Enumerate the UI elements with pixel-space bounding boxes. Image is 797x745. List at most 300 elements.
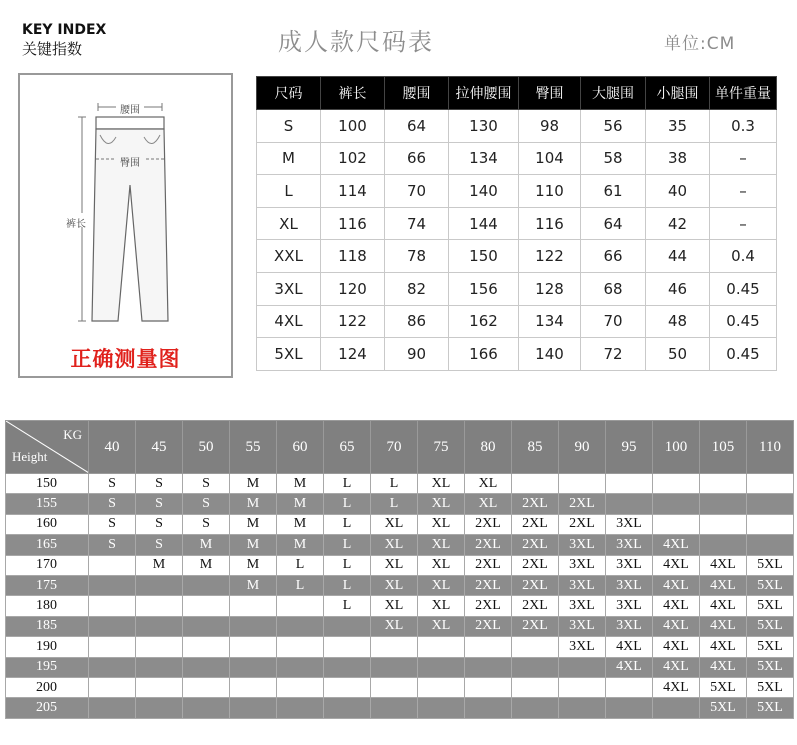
- size-recommendation-cell: 2XL: [512, 494, 559, 514]
- table-row: [257, 272, 777, 305]
- size-recommendation-cell: [371, 677, 418, 697]
- size-recommendation-cell: M: [230, 555, 277, 575]
- size-recommendation-cell: M: [230, 474, 277, 494]
- measurement-cell: 0.45: [710, 272, 777, 305]
- measurement-cell: 82: [385, 272, 449, 305]
- length-label: 裤长: [66, 219, 86, 230]
- size-recommendation-cell: 2XL: [465, 535, 512, 555]
- height-cell: 150: [6, 474, 89, 494]
- size-recommendation-cell: XL: [418, 535, 465, 555]
- weight-header-cell: 90: [559, 421, 606, 474]
- measurement-cell: 162: [449, 305, 519, 338]
- size-recommendation-cell: 5XL: [747, 575, 794, 595]
- size-recommendation-cell: [418, 698, 465, 718]
- size-recommendation-cell: [183, 677, 230, 697]
- table-row: [257, 338, 777, 371]
- hip-label: 臀围: [120, 158, 140, 169]
- table-row: [6, 637, 794, 657]
- measurement-cell: 50: [646, 338, 710, 371]
- size-recommendation-cell: 5XL: [747, 657, 794, 677]
- height-cell: 190: [6, 637, 89, 657]
- measurement-cell: 116: [321, 207, 385, 240]
- weight-height-body: [6, 474, 794, 719]
- size-recommendation-cell: [324, 616, 371, 636]
- size-recommendation-cell: 2XL: [465, 514, 512, 534]
- table-row: [257, 305, 777, 338]
- size-table-header-cell: 拉伸腰围: [449, 77, 519, 110]
- size-recommendation-cell: [136, 698, 183, 718]
- size-recommendation-cell: L: [324, 555, 371, 575]
- size-recommendation-cell: [183, 657, 230, 677]
- size-recommendation-cell: 2XL: [465, 596, 512, 616]
- size-recommendation-cell: XL: [371, 575, 418, 595]
- table-corner: [6, 421, 89, 474]
- size-recommendation-cell: 2XL: [465, 616, 512, 636]
- size-recommendation-cell: 5XL: [747, 555, 794, 575]
- measurement-cell: 58: [581, 142, 646, 175]
- size-recommendation-cell: [653, 514, 700, 534]
- weight-header-cell: 75: [418, 421, 465, 474]
- size-recommendation-cell: [136, 657, 183, 677]
- measurement-cell: 70: [581, 305, 646, 338]
- size-recommendation-cell: 5XL: [747, 698, 794, 718]
- measurement-cell: 120: [321, 272, 385, 305]
- size-label-cell: L: [257, 175, 321, 208]
- measurement-cell: 118: [321, 240, 385, 273]
- size-recommendation-cell: S: [183, 474, 230, 494]
- size-recommendation-cell: [324, 677, 371, 697]
- table-row: [6, 514, 794, 534]
- measurement-cell: 114: [321, 175, 385, 208]
- measurement-cell: 35: [646, 110, 710, 143]
- measurement-cell: 44: [646, 240, 710, 273]
- table-row: [6, 494, 794, 514]
- size-recommendation-cell: [89, 616, 136, 636]
- corner-kg-label: KG: [63, 427, 82, 442]
- size-recommendation-cell: M: [136, 555, 183, 575]
- size-recommendation-cell: [606, 474, 653, 494]
- size-recommendation-cell: 3XL: [606, 596, 653, 616]
- size-recommendation-cell: S: [183, 494, 230, 514]
- size-recommendation-cell: 3XL: [559, 575, 606, 595]
- measurement-cell: 86: [385, 305, 449, 338]
- measurement-cell: 110: [519, 175, 581, 208]
- size-recommendation-cell: 5XL: [700, 698, 747, 718]
- size-recommendation-cell: 2XL: [512, 616, 559, 636]
- height-cell: 180: [6, 596, 89, 616]
- measurement-cell: 130: [449, 110, 519, 143]
- table-row: [6, 575, 794, 595]
- size-recommendation-cell: S: [89, 514, 136, 534]
- size-recommendation-cell: 5XL: [747, 637, 794, 657]
- size-recommendation-cell: [277, 637, 324, 657]
- size-recommendation-cell: [512, 657, 559, 677]
- measurement-cell: 128: [519, 272, 581, 305]
- measurement-cell: 0.45: [710, 338, 777, 371]
- size-label-cell: 3XL: [257, 272, 321, 305]
- size-recommendation-cell: [606, 698, 653, 718]
- size-recommendation-cell: 3XL: [606, 616, 653, 636]
- height-cell: 205: [6, 698, 89, 718]
- measurement-cell: 156: [449, 272, 519, 305]
- size-recommendation-cell: 2XL: [512, 575, 559, 595]
- weight-header-cell: 45: [136, 421, 183, 474]
- size-recommendation-cell: M: [183, 555, 230, 575]
- size-recommendation-cell: 2XL: [512, 535, 559, 555]
- size-recommendation-cell: [277, 698, 324, 718]
- height-cell: 175: [6, 575, 89, 595]
- size-recommendation-cell: L: [324, 596, 371, 616]
- size-recommendation-cell: XL: [371, 535, 418, 555]
- height-cell: 160: [6, 514, 89, 534]
- size-label-cell: 4XL: [257, 305, 321, 338]
- weight-header-cell: 70: [371, 421, 418, 474]
- size-recommendation-cell: 5XL: [747, 596, 794, 616]
- size-recommendation-cell: XL: [465, 494, 512, 514]
- size-recommendation-cell: 3XL: [559, 616, 606, 636]
- measurement-cell: 74: [385, 207, 449, 240]
- measurement-cell: –: [710, 175, 777, 208]
- diagram-caption: 正确测量图: [70, 347, 181, 371]
- table-row: [257, 207, 777, 240]
- size-recommendation-cell: [606, 677, 653, 697]
- size-recommendation-cell: [465, 637, 512, 657]
- size-recommendation-cell: 3XL: [606, 555, 653, 575]
- size-recommendation-cell: 2XL: [465, 555, 512, 575]
- measurement-cell: 0.4: [710, 240, 777, 273]
- size-recommendation-cell: [606, 494, 653, 514]
- size-recommendation-cell: 5XL: [747, 677, 794, 697]
- size-recommendation-cell: S: [136, 474, 183, 494]
- size-recommendation-cell: [277, 677, 324, 697]
- weight-header-cell: 80: [465, 421, 512, 474]
- size-recommendation-cell: [512, 698, 559, 718]
- measurement-cell: 42: [646, 207, 710, 240]
- size-recommendation-cell: XL: [418, 616, 465, 636]
- size-recommendation-cell: 3XL: [559, 637, 606, 657]
- size-recommendation-cell: [653, 698, 700, 718]
- table-row: [257, 175, 777, 208]
- size-recommendation-cell: 2XL: [559, 514, 606, 534]
- size-recommendation-cell: [136, 575, 183, 595]
- measurement-cell: 116: [519, 207, 581, 240]
- size-recommendation-cell: 4XL: [653, 535, 700, 555]
- size-label-cell: S: [257, 110, 321, 143]
- size-recommendation-cell: 4XL: [700, 657, 747, 677]
- pants-icon: [20, 75, 231, 376]
- size-recommendation-cell: XL: [465, 474, 512, 494]
- size-recommendation-cell: XL: [418, 555, 465, 575]
- size-recommendation-cell: [465, 657, 512, 677]
- measurement-cell: 66: [581, 240, 646, 273]
- corner-height-label: Height: [12, 449, 48, 464]
- size-recommendation-cell: XL: [418, 575, 465, 595]
- measurement-cell: 61: [581, 175, 646, 208]
- size-recommendation-cell: [512, 637, 559, 657]
- size-recommendation-cell: 2XL: [512, 596, 559, 616]
- weight-header-cell: 105: [700, 421, 747, 474]
- size-recommendation-cell: S: [89, 474, 136, 494]
- size-recommendation-cell: 4XL: [653, 596, 700, 616]
- size-recommendation-cell: 3XL: [606, 575, 653, 595]
- size-recommendation-cell: 4XL: [653, 677, 700, 697]
- size-recommendation-cell: 4XL: [700, 575, 747, 595]
- measurement-cell: 56: [581, 110, 646, 143]
- size-recommendation-cell: M: [230, 535, 277, 555]
- table-row: [6, 698, 794, 718]
- size-label-cell: M: [257, 142, 321, 175]
- size-recommendation-cell: [700, 514, 747, 534]
- size-recommendation-cell: [371, 698, 418, 718]
- table-row: [257, 240, 777, 273]
- size-recommendation-cell: S: [136, 494, 183, 514]
- measurement-cell: 64: [385, 110, 449, 143]
- size-recommendation-cell: [136, 596, 183, 616]
- size-recommendation-cell: [559, 657, 606, 677]
- size-recommendation-cell: M: [230, 514, 277, 534]
- size-recommendation-cell: L: [324, 535, 371, 555]
- weight-header-cell: 60: [277, 421, 324, 474]
- weight-header-cell: 55: [230, 421, 277, 474]
- size-recommendation-cell: [324, 657, 371, 677]
- key-index-cn-label: 关键指数: [22, 40, 83, 58]
- weight-header-row: [6, 421, 794, 474]
- height-cell: 185: [6, 616, 89, 636]
- size-recommendation-cell: 4XL: [606, 657, 653, 677]
- size-recommendation-cell: L: [371, 474, 418, 494]
- measurement-cell: 0.3: [710, 110, 777, 143]
- size-recommendation-cell: 5XL: [747, 616, 794, 636]
- size-recommendation-cell: 4XL: [700, 596, 747, 616]
- height-cell: 170: [6, 555, 89, 575]
- size-recommendation-cell: [277, 616, 324, 636]
- size-recommendation-cell: 4XL: [606, 637, 653, 657]
- size-recommendation-cell: [230, 677, 277, 697]
- size-recommendation-cell: [747, 535, 794, 555]
- size-recommendation-cell: XL: [371, 596, 418, 616]
- size-recommendation-cell: 4XL: [653, 555, 700, 575]
- size-recommendation-cell: L: [324, 494, 371, 514]
- size-recommendation-cell: [700, 494, 747, 514]
- size-recommendation-cell: 4XL: [653, 637, 700, 657]
- size-recommendation-cell: [183, 596, 230, 616]
- size-recommendation-cell: [747, 514, 794, 534]
- size-recommendation-cell: 3XL: [559, 535, 606, 555]
- size-recommendation-cell: [230, 616, 277, 636]
- size-recommendation-cell: [324, 637, 371, 657]
- size-recommendation-cell: S: [183, 514, 230, 534]
- measurement-cell: 102: [321, 142, 385, 175]
- size-recommendation-cell: 3XL: [606, 535, 653, 555]
- size-recommendation-cell: S: [136, 535, 183, 555]
- size-recommendation-cell: M: [277, 494, 324, 514]
- measurement-cell: 98: [519, 110, 581, 143]
- table-row: [6, 596, 794, 616]
- size-recommendation-cell: [418, 657, 465, 677]
- size-recommendation-cell: [747, 494, 794, 514]
- size-recommendation-cell: [700, 535, 747, 555]
- weight-header-cell: 40: [89, 421, 136, 474]
- size-recommendation-cell: [89, 698, 136, 718]
- measurement-cell: 122: [321, 305, 385, 338]
- size-recommendation-cell: 4XL: [653, 575, 700, 595]
- measurement-cell: 68: [581, 272, 646, 305]
- size-recommendation-cell: XL: [418, 474, 465, 494]
- size-recommendation-cell: L: [324, 575, 371, 595]
- size-table-body: [257, 110, 777, 371]
- size-recommendation-cell: [418, 637, 465, 657]
- table-row: [257, 110, 777, 143]
- measurement-cell: 122: [519, 240, 581, 273]
- size-recommendation-cell: [183, 616, 230, 636]
- size-table-header-cell: 大腿围: [581, 77, 646, 110]
- measurement-cell: 134: [519, 305, 581, 338]
- size-table-header-cell: 单件重量: [710, 77, 777, 110]
- size-recommendation-cell: [89, 677, 136, 697]
- table-row: [6, 535, 794, 555]
- measurement-cell: 100: [321, 110, 385, 143]
- size-recommendation-cell: M: [230, 575, 277, 595]
- key-index-label: KEY INDEX: [22, 22, 107, 38]
- size-recommendation-cell: 2XL: [512, 514, 559, 534]
- size-recommendation-cell: M: [277, 514, 324, 534]
- measurement-cell: 64: [581, 207, 646, 240]
- size-table: [256, 76, 777, 371]
- measurement-cell: 134: [449, 142, 519, 175]
- size-recommendation-cell: [89, 596, 136, 616]
- weight-header-cell: 85: [512, 421, 559, 474]
- size-recommendation-cell: M: [183, 535, 230, 555]
- weight-header-cell: 50: [183, 421, 230, 474]
- size-recommendation-cell: [136, 637, 183, 657]
- measurement-cell: –: [710, 142, 777, 175]
- measurement-cell: 72: [581, 338, 646, 371]
- size-recommendation-cell: [277, 596, 324, 616]
- size-recommendation-cell: XL: [371, 616, 418, 636]
- size-recommendation-cell: [136, 677, 183, 697]
- size-recommendation-cell: [653, 474, 700, 494]
- size-recommendation-cell: 2XL: [465, 575, 512, 595]
- size-recommendation-cell: [324, 698, 371, 718]
- size-recommendation-cell: [653, 494, 700, 514]
- size-recommendation-cell: [465, 677, 512, 697]
- size-recommendation-cell: S: [136, 514, 183, 534]
- unit-label: 单位:CM: [664, 34, 736, 54]
- measurement-cell: 104: [519, 142, 581, 175]
- measurement-cell: 140: [449, 175, 519, 208]
- size-recommendation-cell: [700, 474, 747, 494]
- size-recommendation-cell: 3XL: [559, 596, 606, 616]
- weight-header-cell: 110: [747, 421, 794, 474]
- size-table-header-cell: 尺码: [257, 77, 321, 110]
- size-recommendation-cell: [465, 698, 512, 718]
- size-recommendation-cell: [512, 474, 559, 494]
- size-recommendation-cell: L: [371, 494, 418, 514]
- size-recommendation-cell: XL: [418, 494, 465, 514]
- size-label-cell: XXL: [257, 240, 321, 273]
- table-row: [6, 555, 794, 575]
- table-row: [257, 142, 777, 175]
- size-recommendation-cell: L: [277, 555, 324, 575]
- height-cell: 195: [6, 657, 89, 677]
- size-table-header-cell: 腰围: [385, 77, 449, 110]
- measurement-cell: 140: [519, 338, 581, 371]
- size-recommendation-cell: [183, 698, 230, 718]
- weight-header-cell: 65: [324, 421, 371, 474]
- height-cell: 165: [6, 535, 89, 555]
- size-recommendation-cell: [559, 677, 606, 697]
- measurement-cell: 166: [449, 338, 519, 371]
- size-recommendation-cell: 2XL: [512, 555, 559, 575]
- size-recommendation-cell: [747, 474, 794, 494]
- size-recommendation-cell: 3XL: [606, 514, 653, 534]
- size-recommendation-cell: M: [277, 535, 324, 555]
- size-recommendation-cell: S: [89, 535, 136, 555]
- size-recommendation-cell: [89, 657, 136, 677]
- size-recommendation-cell: 4XL: [700, 555, 747, 575]
- size-recommendation-cell: [136, 616, 183, 636]
- table-row: [6, 474, 794, 494]
- size-recommendation-cell: 2XL: [559, 494, 606, 514]
- measurement-cell: 150: [449, 240, 519, 273]
- measurement-cell: 0.45: [710, 305, 777, 338]
- weight-header-cell: 100: [653, 421, 700, 474]
- size-recommendation-cell: 4XL: [653, 616, 700, 636]
- size-recommendation-cell: XL: [371, 555, 418, 575]
- measurement-cell: 40: [646, 175, 710, 208]
- measurement-cell: 70: [385, 175, 449, 208]
- size-recommendation-cell: [418, 677, 465, 697]
- measurement-cell: 48: [646, 305, 710, 338]
- size-recommendation-cell: M: [277, 474, 324, 494]
- size-recommendation-cell: [183, 637, 230, 657]
- size-recommendation-cell: [230, 596, 277, 616]
- measurement-diagram: [18, 73, 233, 378]
- size-recommendation-cell: M: [230, 494, 277, 514]
- size-recommendation-cell: [559, 474, 606, 494]
- size-recommendation-cell: 5XL: [700, 677, 747, 697]
- size-recommendation-cell: 3XL: [559, 555, 606, 575]
- size-table-header-row: [257, 77, 777, 110]
- measurement-cell: 46: [646, 272, 710, 305]
- size-label-cell: 5XL: [257, 338, 321, 371]
- measurement-cell: 90: [385, 338, 449, 371]
- size-recommendation-cell: [89, 555, 136, 575]
- weight-header-cell: 95: [606, 421, 653, 474]
- size-recommendation-cell: 4XL: [700, 637, 747, 657]
- size-recommendation-cell: [277, 657, 324, 677]
- size-recommendation-cell: L: [324, 514, 371, 534]
- size-recommendation-cell: [230, 698, 277, 718]
- measurement-cell: 124: [321, 338, 385, 371]
- size-recommendation-cell: L: [277, 575, 324, 595]
- size-recommendation-cell: 4XL: [653, 657, 700, 677]
- measurement-cell: 66: [385, 142, 449, 175]
- size-label-cell: XL: [257, 207, 321, 240]
- size-recommendation-cell: [230, 637, 277, 657]
- size-recommendation-cell: 4XL: [700, 616, 747, 636]
- weight-height-table: [5, 420, 794, 719]
- size-recommendation-cell: [371, 657, 418, 677]
- measurement-cell: 38: [646, 142, 710, 175]
- table-row: [6, 677, 794, 697]
- size-recommendation-cell: [230, 657, 277, 677]
- height-cell: 155: [6, 494, 89, 514]
- size-recommendation-cell: XL: [418, 514, 465, 534]
- measurement-cell: –: [710, 207, 777, 240]
- table-row: [6, 657, 794, 677]
- size-recommendation-cell: [89, 575, 136, 595]
